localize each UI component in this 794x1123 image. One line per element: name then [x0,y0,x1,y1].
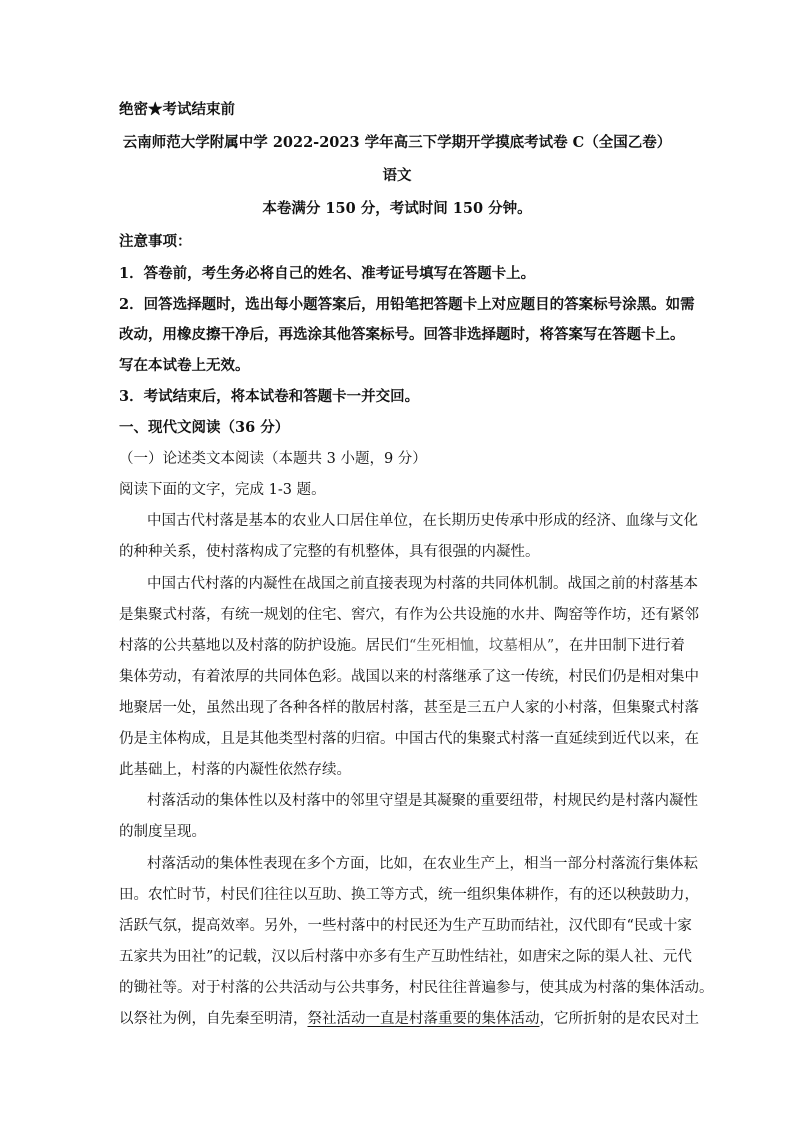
note-item-3: 3．考试结束后，将本试卷和答题卡一并交回。 [119,388,420,405]
note-item-2-line-1: 2．回答选择题时，选出每小题答案后，用铅笔把答题卡上对应题目的答案标号涂黑。如需 [119,296,695,313]
underlined-phrase: 祭社活动一直是村落重要的集体活动 [307,1011,540,1027]
paragraph-2-line-7: 此基础上，村落的内凝性依然存续。 [119,762,351,778]
note-item-2-line-3: 写在本试卷上无效。 [119,357,250,374]
exam-title: 云南师范大学附属中学 2022-2023 学年高三下学期开学摸底考试卷 C（全国乙卷） [122,134,672,151]
paragraph-2-line-5: 地聚居一处，虽然出现了各种各样的散居村落，甚至是三五户人家的小村落，但集聚式村落 [119,700,699,716]
paragraph-4-line-1: 村落活动的集体性表现在多个方面，比如，在农业生产上，相当一部分村落流行集体耘 [147,856,698,872]
note-item-2-line-2: 改动，用橡皮擦干净后，再选涂其他答案标号。回答非选择题时，将答案写在答题卡上。 [119,326,685,343]
paragraph-4-line-2: 田。农忙时节，村民们往往以互助、换工等方式，统一组织集体耕作，有的还以秧鼓助力， [119,887,699,903]
paragraph-2-line-4: 集体劳动，有着浓厚的共同体色彩。战国以来的村落继承了这一传统，村民们仍是相对集中 [119,669,699,685]
paragraph-text: 村落的公共墓地以及村落的防护设施。居民们 [119,638,409,654]
paragraph-3-line-2: 的制度呈现。 [119,824,206,840]
quotation: “民或十家 [626,918,692,934]
paragraph-text: 活跃气氛，提高效率。另外，一些村落中的村民还为生产互助而结社，汉代即有 [119,918,627,934]
paragraph-4-line-3 [119,916,692,936]
paragraph-2-line-1: 中国古代村落的内凝性在战国之前直接表现为村落的共同体机制。战国之前的村落基本 [147,576,698,592]
subject-title: 语文 [382,167,412,184]
paragraph-4-line-6 [119,1009,699,1029]
subsection-heading: （一）论述类文本阅读（本题共 3 小题，9 分） [119,451,427,467]
paragraph-1-line-1: 中国古代村落是基本的农业人口居住单位，在长期历史传承中形成的经济、血缘与文化 [147,513,698,529]
section-heading: 一、现代文阅读（36 分） [119,419,290,436]
score-time-note: 本卷满分 150 分，考试时间 150 分钟。 [262,200,532,217]
paragraph-4-line-5: 的锄社等。对于村落的公共活动与公共事务，村民往往普遍参与，使其成为村落的集体活动。 [119,980,714,996]
paragraph-text: ，它所折射的是农民对土 [539,1011,699,1027]
notes-heading: 注意事项： [119,233,192,250]
paragraph-text: ，在井田制下进行着 [554,638,685,654]
quotation: “生死相恤，坟墓相从” [409,638,555,654]
note-item-1: 1．答卷前，考生务必将自己的姓名、准考证号填写在答题卡上。 [119,265,536,282]
paragraph-4-line-4 [119,947,692,967]
paragraph-text: 的记载，汉以后村落中亦多有生产互助性结社，如唐宋之际的渠人社、元代 [213,949,692,965]
quotation: 五家共为田社” [119,949,214,965]
reading-instruction: 阅读下面的文字，完成 1-3 题。 [119,482,326,498]
paragraph-3-line-1: 村落活动的集体性以及村落中的邻里守望是其凝聚的重要纽带，村规民约是村落内凝性 [147,793,698,809]
paragraph-2-line-3 [119,636,685,656]
paragraph-2-line-2: 是集聚式村落，有统一规划的住宅、窖穴，有作为公共设施的水井、陶窑等作坊，还有紧邻 [119,607,699,623]
confidential-label: 绝密★考试结束前 [119,101,235,118]
paragraph-text: 以祭社为例，自先秦至明清， [119,1011,308,1027]
paragraph-1-line-2: 的种种关系，使村落构成了完整的有机整体，具有很强的内凝性。 [119,544,540,560]
paragraph-2-line-6: 仍是主体构成，且是其他类型村落的归宿。中国古代的集聚式村落一直延续到近代以来，在 [119,731,699,747]
